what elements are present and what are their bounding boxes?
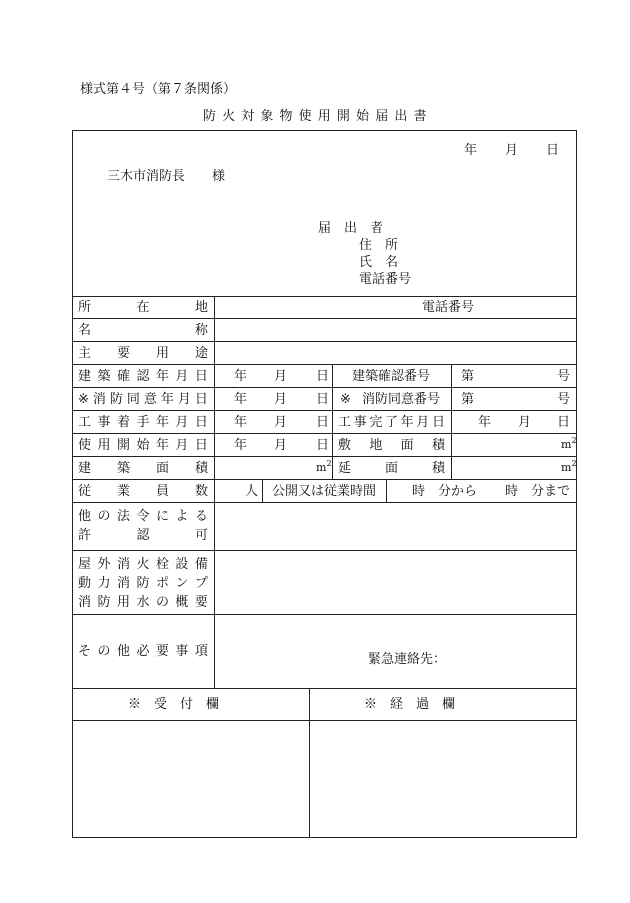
site-area-label: 敷 地 面 積	[338, 438, 445, 453]
number-prefix: 第	[461, 369, 475, 384]
building-area-label: 建 築 面 積	[78, 461, 208, 476]
day-unit: 日	[316, 438, 330, 453]
emergency-contact-label: 緊急連絡先：	[368, 652, 447, 667]
time-to: 時 分まで	[505, 484, 571, 499]
year-unit: 年	[234, 438, 248, 453]
date-year: 年	[464, 143, 478, 158]
page-title: 防 火 対 象 物 使 用 開 始 届 出 書	[203, 109, 428, 124]
other-matters-label: そ の 他 必 要 事 項	[78, 644, 208, 659]
fire-consent-no-label: 消防同意番号	[362, 392, 441, 407]
name-label: 氏 名	[359, 255, 399, 270]
location-phone-label: 電話番号	[422, 300, 475, 315]
area-unit: $m^2$	[561, 459, 577, 474]
year-unit: 年	[478, 415, 492, 430]
date-month: 月	[505, 143, 519, 158]
day-unit: 日	[316, 392, 330, 407]
day-unit: 日	[557, 415, 571, 430]
area-unit: $m^2$	[316, 459, 332, 474]
month-unit: 月	[518, 415, 532, 430]
number-suffix: 号	[557, 369, 571, 384]
main-use-label: 主 要 用 途	[78, 346, 208, 361]
progress-column-header: ※ 経 過 欄	[364, 697, 456, 712]
name-row-label: 名 称	[78, 323, 208, 338]
construction-start-label: 工 事 着 手 年 月 日	[78, 415, 208, 430]
number-suffix: 号	[557, 392, 571, 407]
persons-unit: 人	[245, 484, 259, 499]
number-prefix: 第	[461, 392, 475, 407]
reserved-mark: ※	[340, 392, 351, 407]
equipment-label: 屋 外 消 火 栓 設 備 動 力 消 防 ポ ン プ 消 防 用 水 の 概 要	[78, 557, 208, 610]
year-unit: 年	[234, 392, 248, 407]
use-start-label: 使 用 開 始 年 月 日	[78, 438, 208, 453]
address-label: 住 所	[359, 238, 399, 253]
day-unit: 日	[316, 369, 330, 384]
employees-label: 従 業 員 数	[78, 484, 208, 499]
reception-column-header: ※ 受 付 欄	[128, 697, 220, 712]
month-unit: 月	[274, 438, 288, 453]
area-unit: $m^2$	[561, 436, 577, 451]
phone-label: 電話番号	[359, 272, 412, 287]
addressee: 三木市消防長	[107, 169, 186, 184]
fire-consent-date-label: ※ 消 防 同 意 年 月 日	[78, 392, 208, 407]
floor-area-label: 延 面 積	[338, 461, 445, 476]
construction-end-label: 工 事 完 了 年 月 日	[338, 415, 445, 430]
form-number: 様式第４号（第７条関係）	[80, 82, 237, 97]
build-confirm-no-label: 建築確認番号	[352, 369, 431, 384]
year-unit: 年	[234, 415, 248, 430]
year-unit: 年	[234, 369, 248, 384]
month-unit: 月	[274, 392, 288, 407]
month-unit: 月	[274, 415, 288, 430]
addressee-suffix: 様	[212, 169, 226, 184]
month-unit: 月	[274, 369, 288, 384]
date-day: 日	[546, 143, 560, 158]
time-from: 時 分から	[412, 484, 478, 499]
build-confirm-date-label: 建 築 確 認 年 月 日	[78, 369, 208, 384]
notifier-label: 届 出 者	[318, 221, 384, 236]
other-law-label: 他 の 法 令 に よ る 許 認 可	[78, 509, 208, 543]
day-unit: 日	[316, 415, 330, 430]
location-label: 所 在 地	[78, 300, 208, 315]
open-hours-label: 公開又は従業時間	[272, 484, 377, 499]
